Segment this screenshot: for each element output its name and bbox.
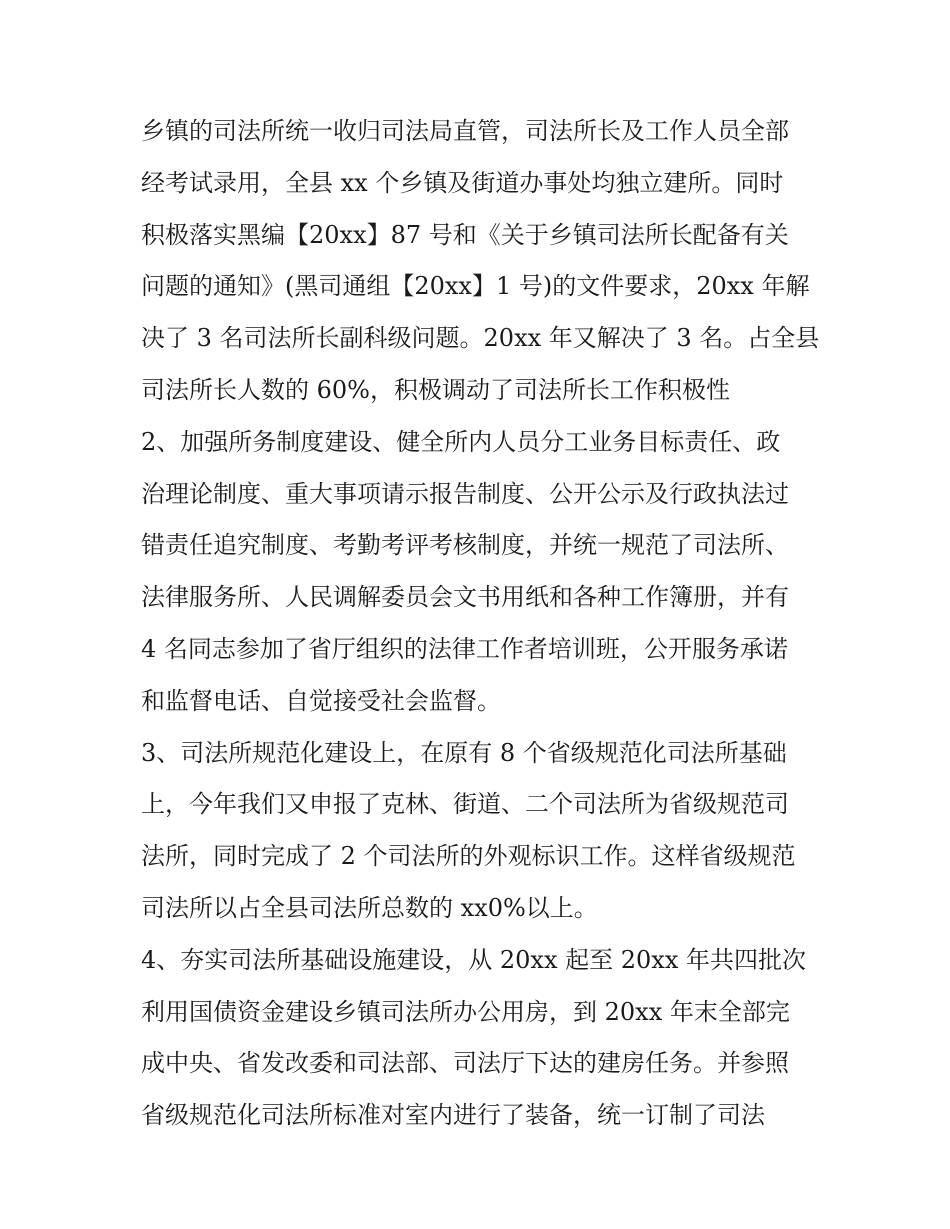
- text-line: 司法所长人数的 60%，积极调动了司法所长工作积极性: [141, 375, 730, 404]
- text-line: 省级规范化司法所标准对室内进行了装备，统一订制了司法: [141, 1101, 765, 1130]
- text-line: 乡镇的司法所统一收归司法局直管，司法所长及工作人员全部: [141, 117, 789, 145]
- text-line: 司法所以占全县司法所总数的 xx0%以上。: [141, 893, 598, 922]
- text-line: 4、夯实司法所基础设施建设，从 20xx 起至 20xx 年共四批次: [141, 945, 807, 974]
- text-line: 和监督电话、自觉接受社会监督。: [141, 686, 501, 715]
- text-line: 3、司法所规范化建设上，在原有 8 个省级规范化司法所基础: [141, 738, 787, 767]
- text-line: 法所，同时完成了 2 个司法所的外观标识工作。这样省级规范: [141, 842, 796, 871]
- text-line: 错责任追究制度、考勤考评考核制度，并统一规范了司法所、: [141, 531, 789, 560]
- text-line: 决了 3 名司法所长副科级问题。20xx 年又解决了 3 名。占全县: [141, 324, 820, 353]
- text-line: 积极落实黑编【20xx】87 号和《关于乡镇司法所长配备有关: [141, 220, 789, 249]
- text-line: 成中央、省发改委和司法部、司法厅下达的建房任务。并参照: [141, 1049, 789, 1078]
- text-line: 利用国债资金建设乡镇司法所办公用房，到 20xx 年末全部完: [141, 997, 790, 1026]
- text-line: 问题的通知》(黑司通组【20xx】1 号)的文件要求，20xx 年解: [141, 272, 810, 301]
- text-line: 2、加强所务制度建设、健全所内人员分工业务目标责任、政: [141, 427, 781, 456]
- document-body: [141, 106, 821, 1142]
- text-line: 法律服务所、人民调解委员会文书用纸和各种工作簿册，并有: [141, 583, 789, 612]
- text-line: 治理论制度、重大事项请示报告制度、公开公示及行政执法过: [141, 479, 789, 508]
- text-line: 4 名同志参加了省厅组织的法律工作者培训班，公开服务承诺: [141, 634, 788, 663]
- text-line: 上，今年我们又申报了克林、街道、二个司法所为省级规范司: [141, 790, 789, 819]
- text-line: 经考试录用，全县 xx 个乡镇及街道办事处均独立建所。同时: [141, 168, 784, 197]
